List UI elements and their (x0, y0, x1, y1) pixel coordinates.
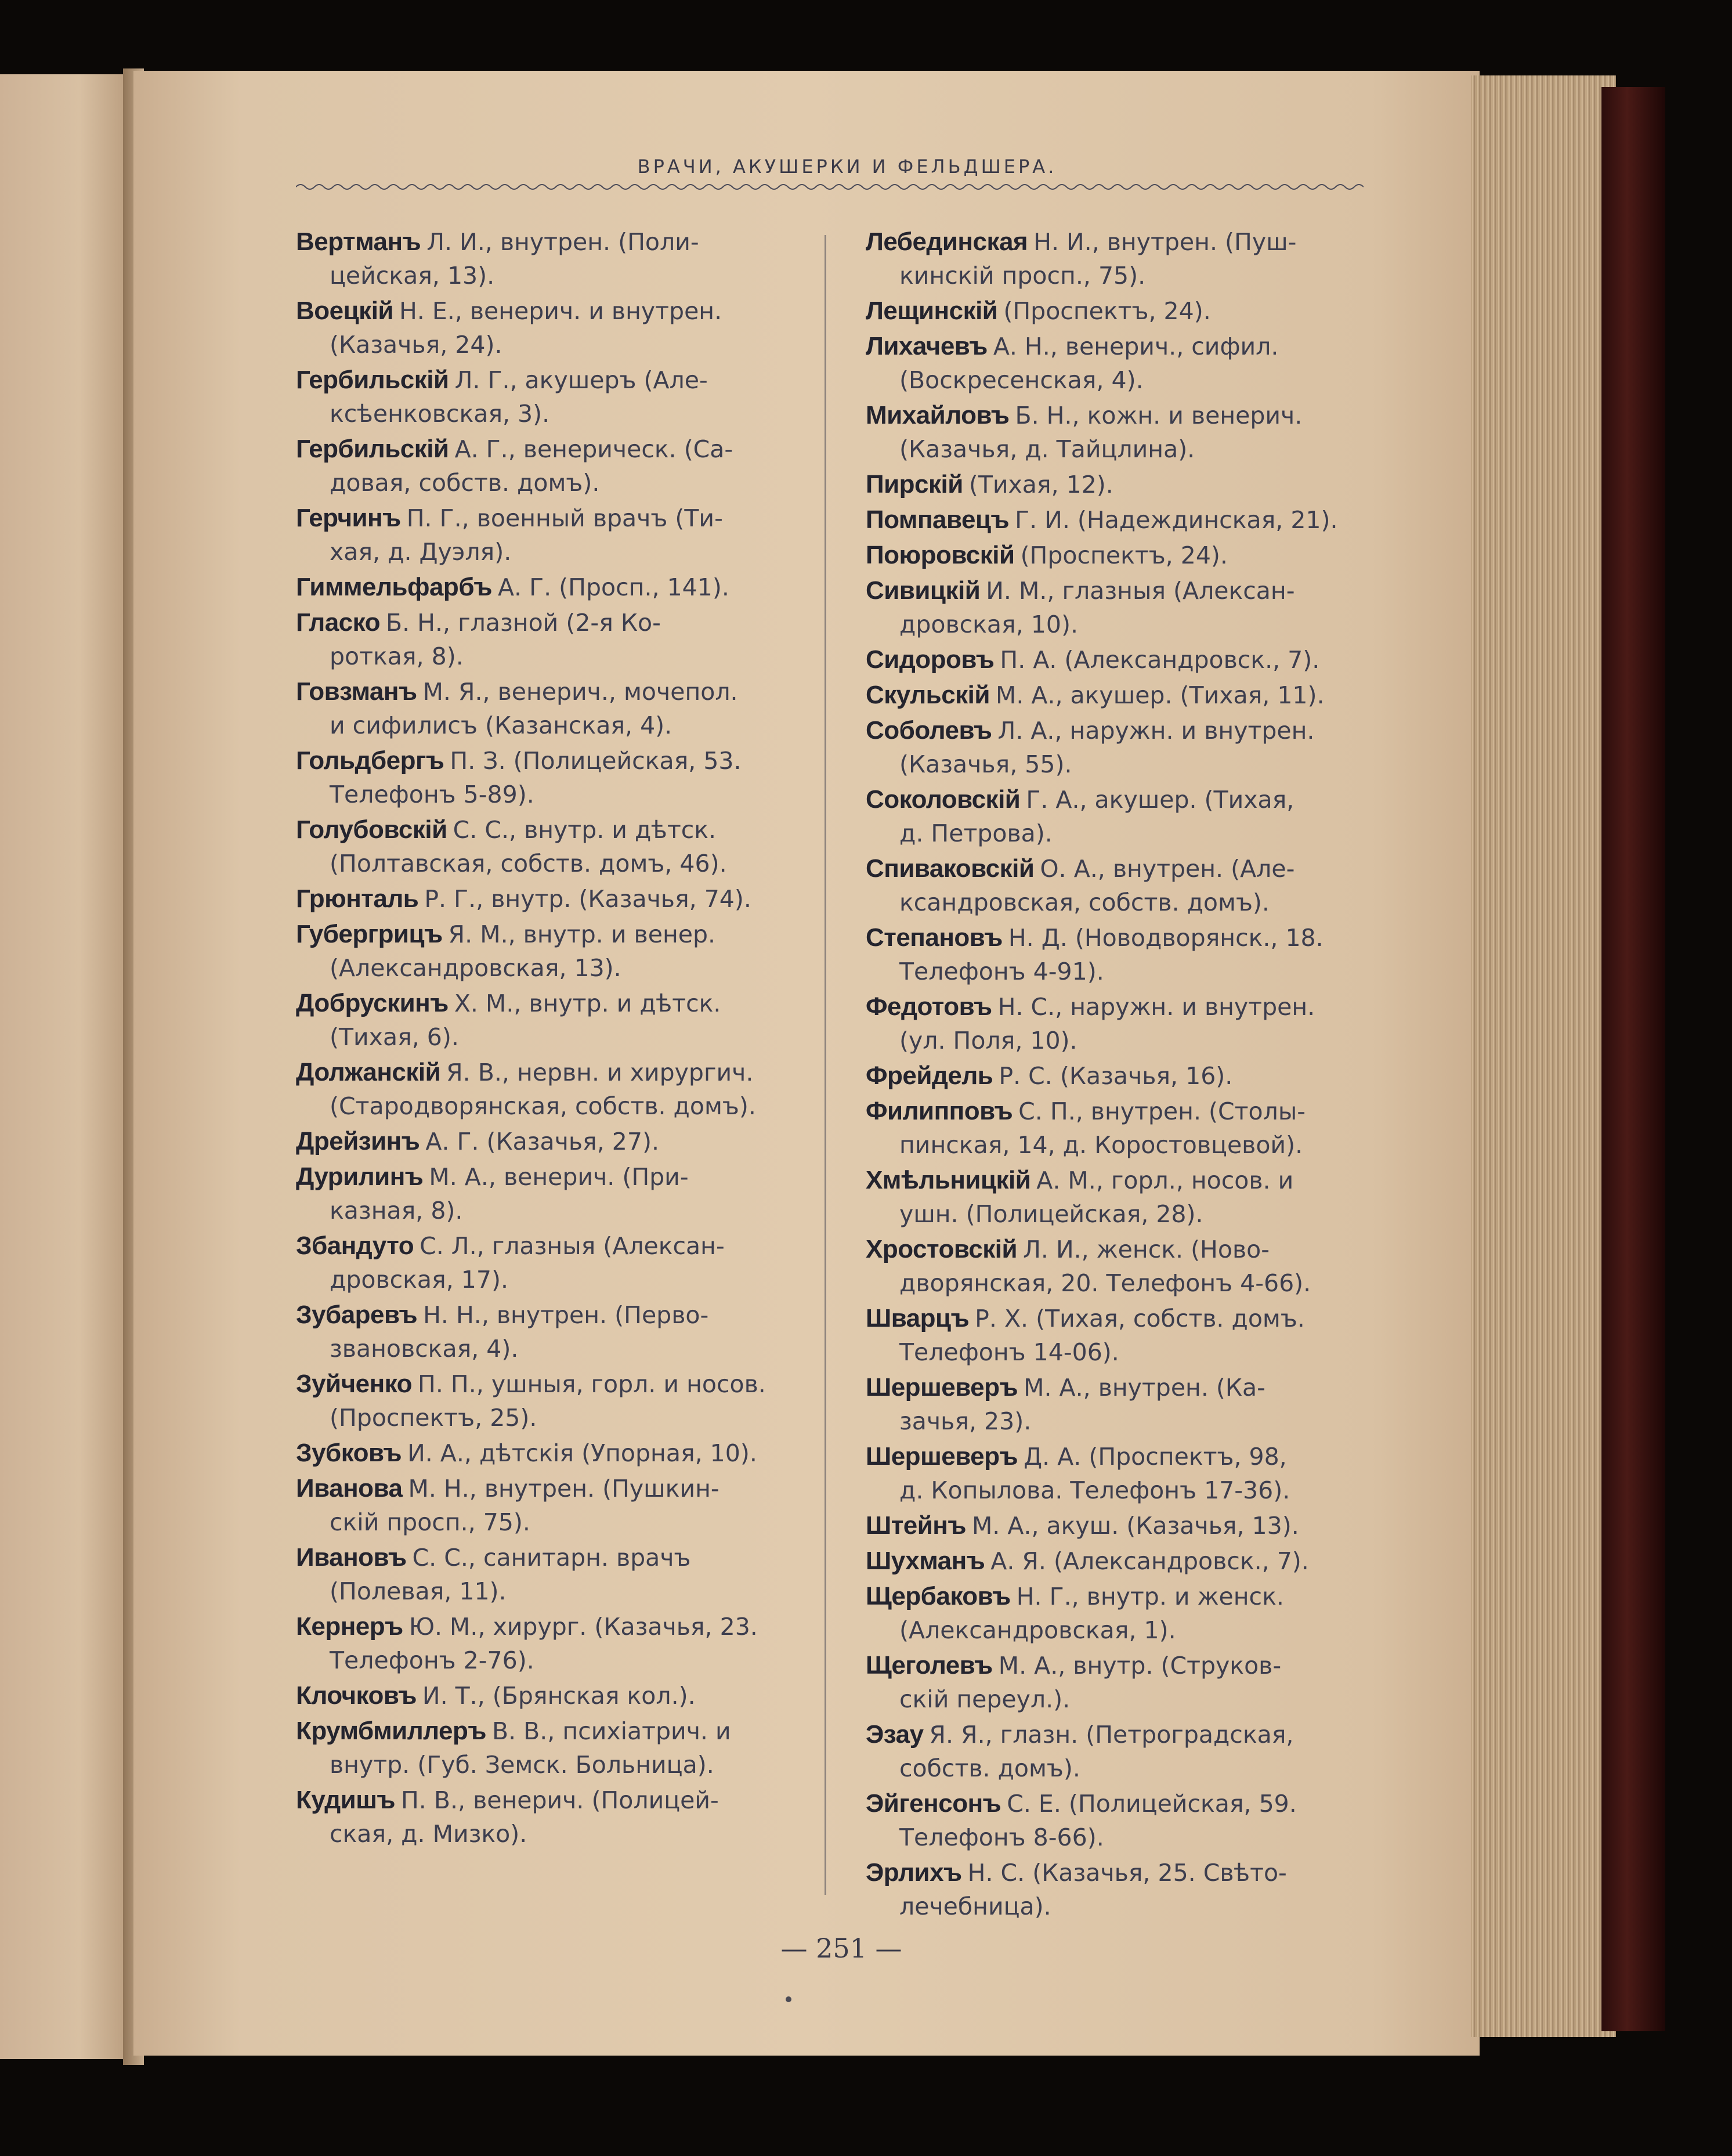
entry-name: Соболевъ (866, 716, 992, 745)
entry-details-continued: Телефонъ 8-66). (899, 1823, 1104, 1851)
entry-name: Иванова (296, 1474, 403, 1503)
directory-entry (296, 813, 801, 880)
entry-details: М. Я., венерич., мочепол. (422, 678, 738, 706)
entry-details: В. В., психіатрич. и (491, 1717, 731, 1745)
directory-entry (296, 675, 801, 742)
directory-entry (296, 294, 801, 362)
page-block-edges (1471, 75, 1616, 2037)
entry-name: Лихачевъ (866, 332, 988, 360)
entry-name: Дурилинъ (296, 1162, 424, 1191)
entry-name: Кернеръ (296, 1612, 403, 1641)
entry-details-continued: дровская, 10). (899, 611, 1078, 638)
entry-name: Хростовскій (866, 1235, 1018, 1263)
entry-details-continued: хая, д. Дуэля). (330, 538, 512, 566)
entry-details: С. С., внутр. и дѣтск. (453, 816, 717, 844)
directory-entry (296, 987, 801, 1054)
directory-entry (296, 225, 801, 292)
entry-name: Говзманъ (296, 677, 417, 706)
directory-entry (866, 1164, 1371, 1231)
entry-name: Лебединская (866, 227, 1028, 256)
entry-details: М. А., акушер. (Тихая, 11). (995, 681, 1325, 709)
directory-entry (866, 399, 1371, 466)
entry-details-continued: собств. домъ). (899, 1754, 1080, 1782)
entry-details: М. А., внутрен. (Ка- (1024, 1374, 1265, 1402)
entry-details-continued: кинскій просп., 75). (899, 262, 1146, 290)
entry-name: Герчинъ (296, 504, 401, 532)
entry-details: М. А., внутр. (Струков- (998, 1652, 1282, 1680)
directory-entry (866, 1371, 1371, 1438)
entry-name: Лещинскій (866, 297, 998, 325)
entry-details: С. Е. (Полицейская, 59. (1007, 1790, 1297, 1818)
entry-name: Вертманъ (296, 227, 421, 256)
directory-entry (866, 1440, 1371, 1507)
entry-details: (Проспектъ, 24). (1020, 541, 1228, 569)
entry-details-continued: Телефонъ 14-06). (899, 1338, 1119, 1366)
entry-name: Штейнъ (866, 1511, 966, 1540)
entry-details-continued: (Казачья, д. Тайцлина). (899, 435, 1195, 463)
entry-details: О. А., внутрен. (Але- (1040, 855, 1295, 883)
directory-entry (296, 1472, 801, 1539)
entry-details: А. Г. (Казачья, 27). (425, 1128, 659, 1155)
entry-details: М. Н., внутрен. (Пушкин- (408, 1475, 719, 1503)
directory-entry (296, 1679, 801, 1713)
entry-details: Л. И., внутрен. (Поли- (426, 228, 699, 256)
entry-details-continued: Телефонъ 5-89). (330, 781, 534, 808)
entry-details-continued: (Воскресенская, 4). (899, 366, 1144, 394)
entry-name: Должанскій (296, 1058, 441, 1086)
entry-details: П. А. (Александровск., 7). (1000, 646, 1320, 674)
entry-details-continued: дровская, 17). (330, 1266, 508, 1294)
entry-name: Пирскій (866, 470, 963, 499)
entry-details-continued: и сифилисъ (Казанская, 4). (330, 712, 672, 739)
entry-details-continued: Телефонъ 2-76). (330, 1646, 534, 1674)
entry-name: Поюровскій (866, 541, 1015, 569)
directory-entry (866, 1544, 1371, 1578)
entry-name: Гербильскій (296, 435, 449, 463)
entry-details-continued: скій переул.). (899, 1685, 1071, 1713)
entry-name: Эзау (866, 1720, 924, 1749)
entry-name: Михайловъ (866, 401, 1010, 429)
right-column (866, 225, 1371, 1925)
directory-entry (866, 643, 1371, 677)
directory-entry (866, 1856, 1371, 1923)
entry-name: Филипповъ (866, 1097, 1013, 1125)
entry-details-continued: (Стародворянская, собств. домъ). (330, 1092, 756, 1120)
directory-entry (866, 1059, 1371, 1093)
directory-entry (296, 1229, 801, 1297)
entry-details-continued: ксандровская, собств. домъ). (899, 889, 1270, 916)
entry-name: Гиммельфарбъ (296, 573, 492, 601)
directory-entry (296, 1125, 801, 1158)
entry-details: С. П., внутрен. (Столы- (1018, 1097, 1306, 1125)
entry-details-continued: скій просп., 75). (330, 1508, 530, 1536)
directory-entry (296, 1541, 801, 1608)
entry-details-continued: роткая, 8). (330, 642, 464, 670)
entry-details: Г. И. (Надеждинская, 21). (1015, 506, 1338, 534)
directory-entry (866, 1649, 1371, 1716)
entry-details-continued: зачья, 23). (899, 1407, 1032, 1435)
directory-entry (866, 225, 1371, 292)
entry-name: Воецкій (296, 297, 393, 325)
directory-entry (866, 990, 1371, 1057)
entry-name: Щеголевъ (866, 1651, 993, 1680)
entry-details: М. А., венерич. (При- (429, 1163, 689, 1191)
entry-details: Р. Г., внутр. (Казачья, 74). (424, 885, 751, 913)
entry-details: П. П., ушныя, горл. и носов. (418, 1370, 766, 1398)
directory-entry (296, 1714, 801, 1782)
entry-details: (Проспектъ, 24). (1003, 297, 1211, 325)
entry-name: Ивановъ (296, 1543, 407, 1572)
directory-entry (296, 363, 801, 431)
directory-entry (866, 330, 1371, 397)
entry-name: Зубковъ (296, 1439, 402, 1467)
entry-details: Л. Г., акушеръ (Але- (454, 366, 708, 394)
entry-details: А. Я. (Александровск., 7). (990, 1547, 1309, 1575)
entry-details: И. М., глазныя (Алексан- (986, 577, 1295, 605)
entry-details: Я. Я., глазн. (Петроградская, (929, 1721, 1294, 1749)
entry-details-continued: ушн. (Полицейская, 28). (899, 1200, 1203, 1228)
entry-details-continued: (Полтавская, собств. домъ, 46). (330, 850, 727, 877)
entry-name: Зубаревъ (296, 1301, 418, 1329)
entry-details-continued: внутр. (Губ. Земск. Больница). (330, 1751, 714, 1779)
entry-name: Шухманъ (866, 1547, 985, 1575)
entry-name: Гольдбергъ (296, 746, 444, 775)
directory-entry (296, 1783, 801, 1851)
running-header: ВРАЧИ, АКУШЕРКИ И ФЕЛЬДШЕРА. (637, 156, 1057, 178)
entry-details: И. А., дѣтскія (Упорная, 10). (407, 1439, 757, 1467)
entry-details: Х. М., внутр. и дѣтск. (454, 989, 721, 1017)
entry-name: Гласко (296, 608, 380, 637)
entry-name: Грюнталь (296, 884, 419, 913)
entry-details: А. Г. (Просп., 141). (498, 573, 729, 601)
entry-details: Р. Х. (Тихая, собств. домъ. (975, 1305, 1305, 1332)
directory-entry (296, 432, 801, 500)
entry-name: Сивицкій (866, 576, 981, 605)
entry-details-continued: (Полевая, 11). (330, 1577, 507, 1605)
entry-details: П. З. (Полицейская, 53. (450, 747, 742, 775)
entry-details: Н. Д. (Новодворянск., 18. (1008, 924, 1324, 952)
entry-details-continued: Телефонъ 4-91). (899, 958, 1104, 985)
entry-name: Эрлихъ (866, 1858, 962, 1887)
column-divider (825, 235, 826, 1895)
entry-details: Я. В., нервн. и хирургич. (446, 1059, 754, 1086)
directory-entry (296, 1367, 801, 1435)
entry-details-continued: пинская, 14, д. Коростовцевой). (899, 1131, 1303, 1159)
entry-details-continued: (Казачья, 55). (899, 750, 1072, 778)
entry-details: П. В., венерич. (Полицей- (400, 1786, 719, 1814)
entry-name: Шварцъ (866, 1304, 970, 1332)
directory-entry (296, 1436, 801, 1470)
entry-details: П. Г., военный врачъ (Ти- (406, 504, 723, 532)
entry-name: Спиваковскій (866, 854, 1035, 883)
directory-entry (296, 1610, 801, 1677)
entry-details: А. Н., венерич., сифил. (993, 333, 1279, 360)
directory-entry (866, 1095, 1371, 1162)
directory-entry (296, 744, 801, 811)
entry-details-continued: довая, собств. домъ). (330, 469, 600, 497)
entry-name: Крумбмиллеръ (296, 1717, 486, 1745)
directory-entry (866, 294, 1371, 328)
entry-name: Щербаковъ (866, 1582, 1011, 1610)
entry-details-continued: д. Петрова). (899, 819, 1053, 847)
entry-details-continued: казная, 8). (330, 1197, 463, 1225)
directory-entry (866, 1302, 1371, 1369)
directory-entry (866, 1787, 1371, 1854)
directory-entry (296, 1298, 801, 1366)
page-mark (786, 1996, 791, 2002)
entry-details: А. Г., венерическ. (Са- (454, 435, 733, 463)
entry-details: Н. С., наружн. и внутрен. (997, 993, 1315, 1021)
entry-name: Соколовскій (866, 785, 1021, 814)
directory-entry (866, 852, 1371, 919)
book-cover-edge (1601, 87, 1665, 2031)
entry-details: С. С., санитарн. врачъ (412, 1544, 691, 1572)
entry-details: С. Л., глазныя (Алексан- (420, 1232, 725, 1260)
directory-entry (296, 918, 801, 985)
entry-name: Гербильскій (296, 366, 449, 394)
directory-entry (866, 783, 1371, 850)
directory-entry (296, 1056, 801, 1123)
entry-details: Ю. М., хирург. (Казачья, 23. (408, 1613, 758, 1641)
entry-details: Б. Н., кожн. и венерич. (1015, 402, 1303, 429)
entry-details-continued: (Александровская, 1). (899, 1616, 1176, 1644)
entry-name: Помпавецъ (866, 505, 1010, 534)
entry-details: Б. Н., глазной (2-я Ко- (385, 609, 661, 637)
entry-details: Н. С. (Казачья, 25. Свѣто- (967, 1859, 1287, 1887)
entry-details: Г. А., акушер. (Тихая, (1026, 786, 1295, 814)
entry-name: Збандуто (296, 1232, 414, 1260)
directory-entry (296, 882, 801, 916)
entry-details: Л. А., наружн. и внутрен. (997, 717, 1315, 745)
entry-name: Федотовъ (866, 992, 992, 1021)
entry-details: Р. С. (Казачья, 16). (999, 1062, 1233, 1090)
directory-entry (296, 1160, 801, 1227)
directory-entry (866, 1509, 1371, 1543)
entry-details-continued: лечебница). (899, 1893, 1051, 1920)
entry-details: (Тихая, 12). (968, 471, 1113, 499)
entry-details: Л. И., женск. (Ново- (1023, 1236, 1270, 1263)
directory-entry (866, 1580, 1371, 1647)
entry-name: Клочковъ (296, 1681, 417, 1710)
entry-details-continued: (Александровская, 13). (330, 954, 621, 982)
entry-details: Н. И., внутрен. (Пуш- (1033, 228, 1297, 256)
decorative-wavy-rule (296, 181, 1364, 193)
entry-details-continued: цейская, 13). (330, 262, 495, 290)
entry-name: Добрускинъ (296, 989, 449, 1017)
entry-details: Н. Е., венерич. и внутрен. (399, 297, 722, 325)
entry-details-continued: (Казачья, 24). (330, 331, 502, 359)
directory-entry (866, 1718, 1371, 1785)
entry-details-continued: ксѣенковская, 3). (330, 400, 550, 428)
entry-name: Эйгенсонъ (866, 1789, 1001, 1818)
directory-entry (296, 606, 801, 673)
directory-entry (866, 1233, 1371, 1300)
entry-details: Н. Н., внутрен. (Перво- (423, 1301, 709, 1329)
directory-entry (866, 678, 1371, 712)
entry-name: Хмѣльницкій (866, 1166, 1031, 1194)
entry-details: Д. А. (Проспектъ, 98, (1024, 1443, 1287, 1471)
entry-details-continued: (ул. Поля, 10). (899, 1027, 1077, 1054)
entry-name: Голубовскій (296, 815, 447, 844)
entry-details: М. А., акуш. (Казачья, 13). (971, 1512, 1299, 1540)
entry-name: Шершеверъ (866, 1442, 1018, 1471)
entry-details-continued: (Проспектъ, 25). (330, 1404, 537, 1432)
entry-details-continued: (Тихая, 6). (330, 1023, 459, 1051)
entry-name: Губергрицъ (296, 920, 443, 948)
entry-details-continued: ская, д. Мизко). (330, 1820, 527, 1848)
directory-entry (296, 570, 801, 604)
entry-name: Скульскій (866, 681, 990, 709)
entry-details: И. Т., (Брянская кол.). (422, 1682, 696, 1710)
entry-name: Дрейзинъ (296, 1127, 420, 1155)
entry-details: А. М., горл., носов. и (1036, 1167, 1294, 1194)
entry-details-continued: дворянская, 20. Телефонъ 4-66). (899, 1269, 1311, 1297)
directory-entry (866, 714, 1371, 781)
left-column (296, 225, 801, 1852)
entry-name: Шершеверъ (866, 1373, 1018, 1402)
entry-name: Степановъ (866, 923, 1003, 952)
entry-details-continued: д. Копылова. Телефонъ 17-36). (899, 1476, 1290, 1504)
entry-name: Кудишъ (296, 1786, 395, 1814)
page-number: — 251 — (780, 1933, 902, 1964)
entry-details-continued: звановская, 4). (330, 1335, 519, 1363)
facing-page-edge (0, 74, 132, 2059)
entry-name: Зуйченко (296, 1370, 412, 1398)
entry-name: Сидоровъ (866, 645, 995, 674)
directory-entry (866, 468, 1371, 501)
entry-name: Фрейдель (866, 1061, 993, 1090)
directory-entry (866, 574, 1371, 641)
directory-entry (866, 503, 1371, 537)
entry-details: Я. М., внутр. и венер. (448, 920, 716, 948)
entry-details: Н. Г., внутр. и женск. (1016, 1583, 1284, 1610)
directory-entry (866, 539, 1371, 572)
directory-entry (866, 921, 1371, 988)
directory-entry (296, 501, 801, 569)
